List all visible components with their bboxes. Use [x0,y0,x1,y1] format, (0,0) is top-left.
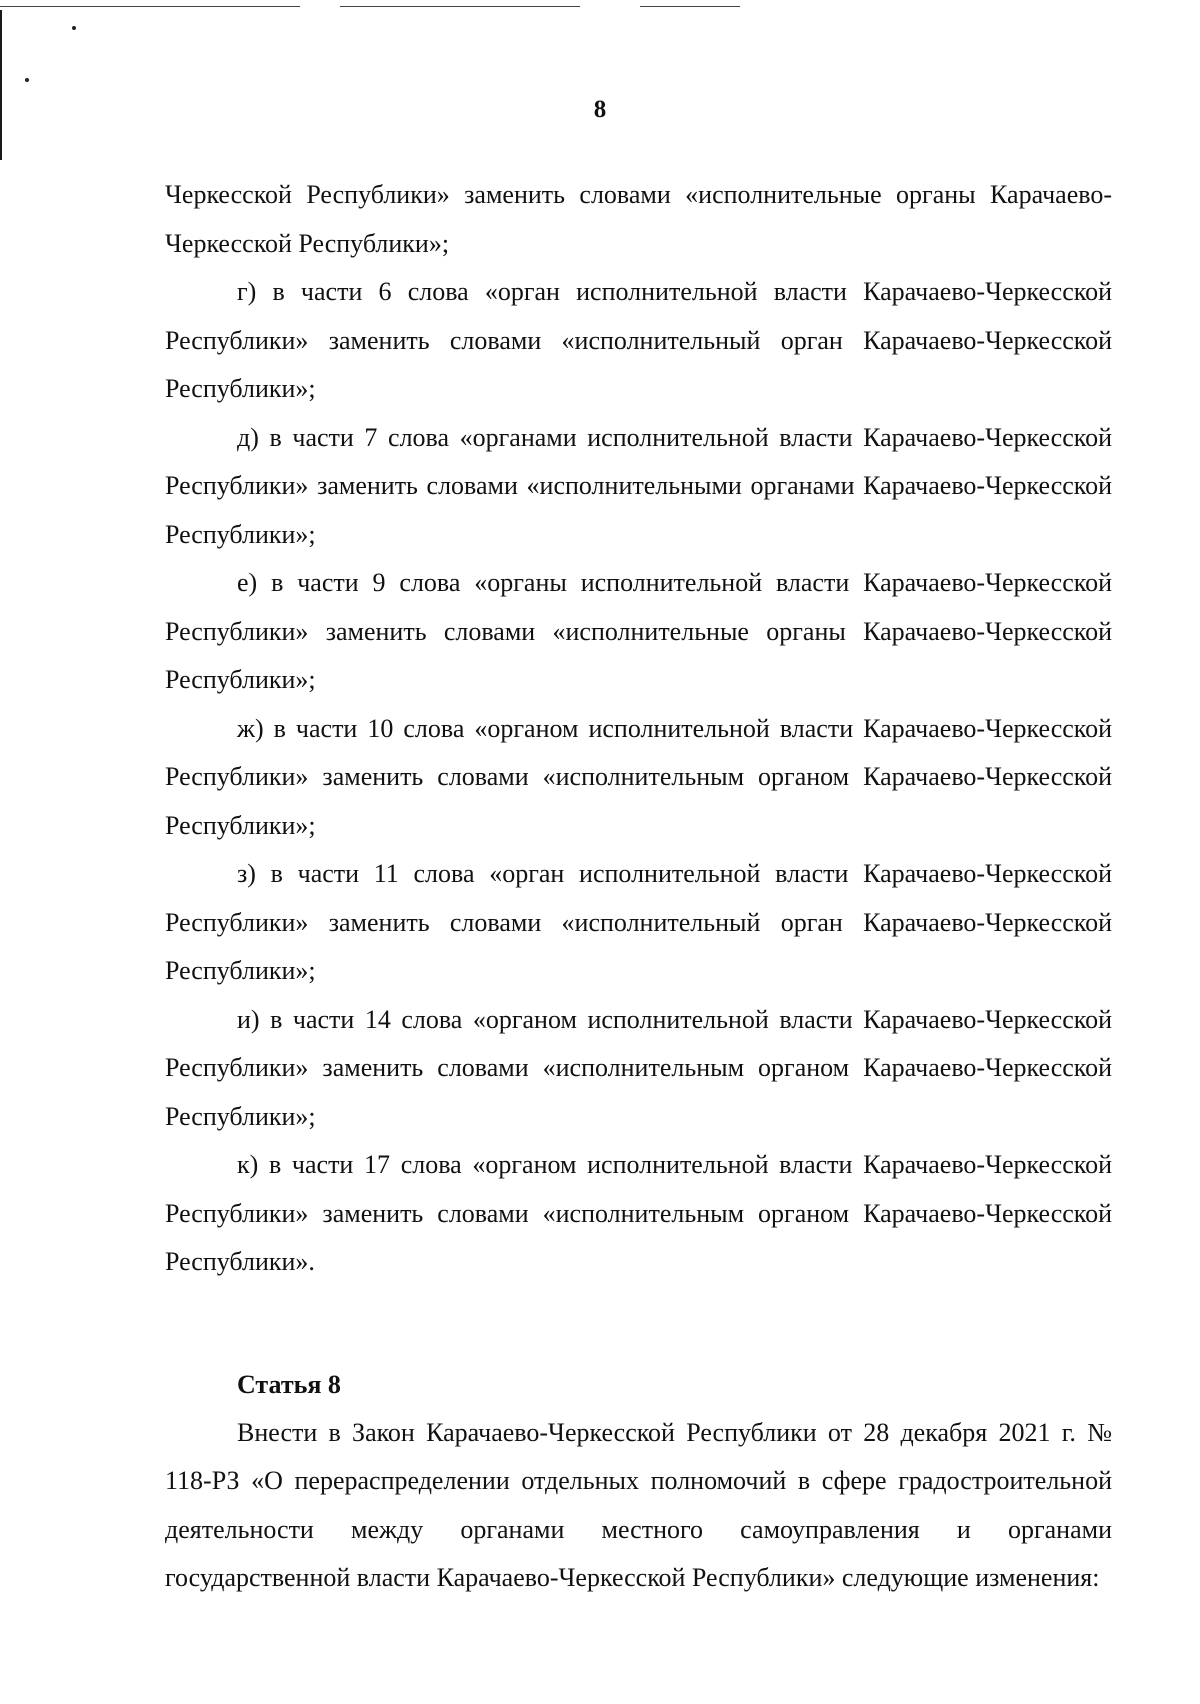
article-heading: Статья 8 [237,1369,341,1399]
paragraph-item-d: д) в части 7 слова «органами исполнительной власти Карачаево-Черкесской Республики» заменить словами «исполнительными органами Карачаево-Черкесской Республики»; [165,422,1112,549]
scan-top-line-middle [340,6,580,7]
scan-top-line-right [640,6,740,7]
article-paragraph: Внести в Закон Карачаево-Черкесской Республики от 28 декабря 2021 г. № 118-РЗ «О перераспределении отдельных полномочий в сфере градостроительной деятельности между органами местного самоуправления и органами государственной власти Карачаево-Черкесской Республики» следующие изменения: [165,1417,1112,1592]
scan-speck [25,78,29,82]
scan-edge-line [0,10,2,160]
scan-top-line-left [0,6,300,7]
paragraph-item-e: е) в части 9 слова «органы исполнительной власти Карачаево-Черкесской Республики» заменить словами «исполнительные органы Карачаево-Черкесской Республики»; [165,568,1112,694]
paragraph-item-z: з) в части 11 слова «орган исполнительной власти Карачаево-Черкесской Республики» заменить словами «исполнительный орган Карачаево-Черкесской Республики»; [165,859,1112,985]
document-body [165,171,1112,1603]
paragraph-item-zh: ж) в части 10 слова «органом исполнительной власти Карачаево-Черкесской Республики» заменить словами «исполнительным органом Карачаево-Черкесской Республики»; [165,713,1112,840]
page-number: 8 [593,96,607,123]
paragraph-continuation: Черкесской Республики» заменить словами «исполнительные органы Карачаево-Черкесской Республики»; [165,180,1112,258]
scan-speck [72,26,76,30]
paragraph-item-k: к) в части 17 слова «органом исполнительной власти Карачаево-Черкесской Республики» заменить словами «исполнительным органом Карачаево-Черкесской Республики». [165,1150,1112,1276]
paragraph-item-i: и) в части 14 слова «органом исполнительной власти Карачаево-Черкесской Республики» заменить словами «исполнительным органом Карачаево-Черкесской Республики»; [165,1004,1112,1131]
paragraph-item-g: г) в части 6 слова «орган исполнительной власти Карачаево-Черкесской Республики» заменить словами «исполнительный орган Карачаево-Черкесской Республики»; [165,277,1112,403]
